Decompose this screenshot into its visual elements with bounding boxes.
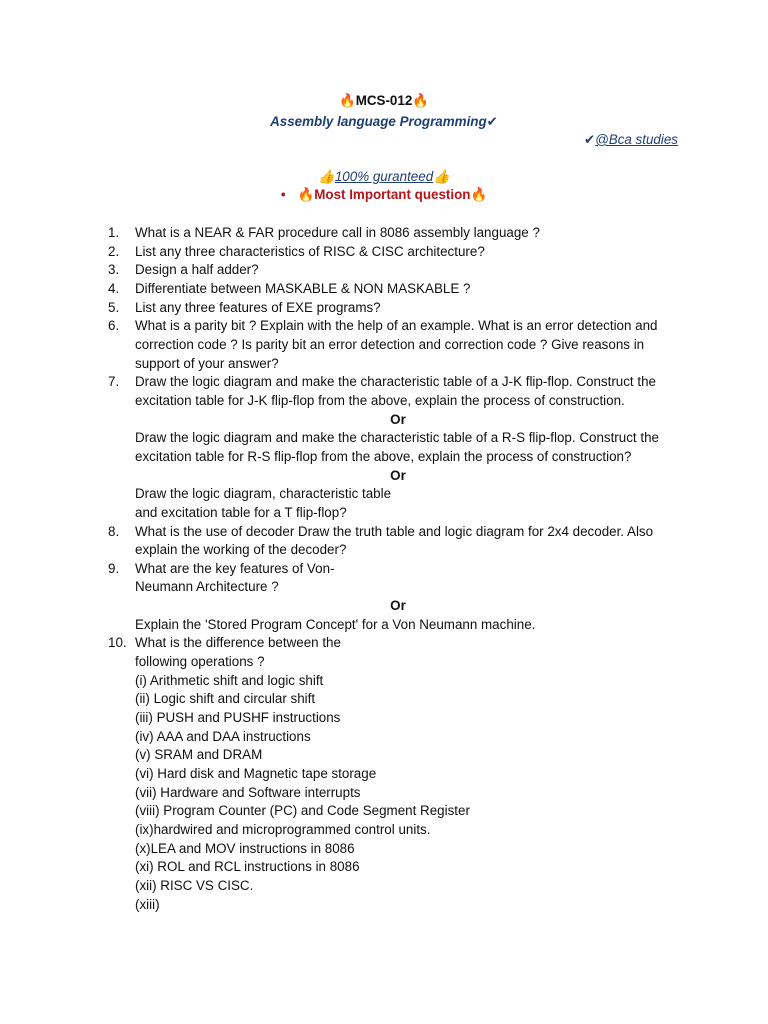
question-text-line: (ix)hardwired and microprogrammed control units. — [135, 822, 431, 837]
question-text-line: What are the key features of Von- — [135, 560, 335, 576]
question-text-line: excitation table for R-S flip-flop from the above, explain the process of construction? — [135, 448, 632, 464]
question-item — [108, 243, 688, 262]
thumbs-up-icon: 👍 — [433, 170, 450, 185]
question-number: 6. — [108, 318, 120, 334]
question-item — [108, 634, 688, 914]
fire-icon: 🔥 — [412, 94, 429, 109]
question-text-line: (xiii) — [135, 896, 160, 912]
question-text-line: (vii) Hardware and Software interrupts — [135, 784, 361, 800]
question-text-line: and excitation table for a T flip-flop? — [135, 504, 347, 520]
question-text-line: Design a half adder? — [135, 262, 259, 278]
question-number: 4. — [108, 280, 120, 296]
question-item — [108, 317, 688, 373]
check-icon: ✔ — [486, 114, 498, 129]
question-list — [108, 224, 688, 914]
question-number: 3. — [108, 262, 120, 278]
question-text-line: Draw the logic diagram and make the characteristic table of a J-K flip-flop. Construct the — [135, 374, 656, 390]
question-item — [108, 280, 688, 299]
question-text-line: Draw the logic diagram, characteristic table — [135, 486, 392, 502]
question-text-line: (xii) RISC VS CISC. — [135, 877, 254, 893]
fire-icon: 🔥 — [470, 188, 488, 203]
doc-subtitle-text: Assembly language Programming — [270, 114, 487, 129]
question-text-line: (x)LEA and MOV instructions in 8086 — [135, 840, 355, 856]
question-text-line: (viii) Program Counter (PC) and Code Segment Register — [135, 803, 470, 819]
doc-title-text: MCS-012 — [355, 93, 413, 108]
question-number: 7. — [108, 374, 120, 390]
question-text-line: Explain the 'Stored Program Concept' for a Von Neumann machine. — [135, 616, 536, 632]
question-item — [108, 523, 688, 560]
doc-title — [0, 91, 768, 111]
guarantee-link[interactable]: 100% guranteed — [334, 169, 434, 184]
fire-icon: 🔥 — [339, 94, 356, 109]
question-text-line: (iii) PUSH and PUSHF instructions — [135, 710, 341, 726]
bullet-icon: • — [280, 187, 286, 202]
question-text-line: (iv) AAA and DAA instructions — [135, 728, 311, 744]
check-icon: ✔ — [583, 132, 596, 147]
question-number: 5. — [108, 299, 120, 315]
question-text-line: What is a NEAR & FAR procedure call in 8086 assembly language ? — [135, 225, 540, 240]
question-text-line: following operations ? — [135, 654, 265, 670]
question-text-line: List any three features of EXE programs? — [135, 299, 381, 315]
author-handle — [584, 130, 678, 150]
question-item — [108, 373, 688, 522]
question-item — [108, 261, 688, 280]
question-text-line: support of your answer? — [135, 355, 279, 371]
fire-icon: 🔥 — [297, 188, 315, 203]
or-separator: Or — [390, 467, 406, 483]
important-heading — [0, 185, 768, 205]
question-item — [108, 224, 688, 243]
thumbs-up-icon: 👍 — [318, 170, 335, 185]
question-text-line: What is a parity bit ? Explain with the help of an example. What is an error detection and — [135, 318, 658, 334]
or-separator: Or — [390, 411, 406, 427]
question-text-line: What is the difference between the — [135, 635, 341, 651]
important-heading-text: Most Important question — [314, 187, 471, 202]
question-text-line: (xi) ROL and RCL instructions in 8086 — [135, 859, 360, 875]
guarantee-line — [0, 167, 768, 187]
question-text-line: (v) SRAM and DRAM — [135, 747, 263, 763]
question-number: 8. — [108, 523, 120, 539]
author-handle-link[interactable]: @Bca studies — [595, 132, 678, 147]
question-text-line: Draw the logic diagram and make the characteristic table of a R-S flip-flop. Construct the — [135, 430, 659, 446]
question-text-line: What is the use of decoder Draw the truth table and logic diagram for 2x4 decoder. Also — [135, 523, 654, 539]
question-text-line: (ii) Logic shift and circular shift — [135, 691, 316, 707]
question-text-line: (i) Arithmetic shift and logic shift — [135, 672, 324, 688]
question-number: 10. — [108, 635, 127, 651]
question-item — [108, 560, 688, 635]
question-text-line: List any three characteristics of RISC & CISC architecture? — [135, 243, 485, 259]
question-text-line: Differentiate between MASKABLE & NON MASKABLE ? — [135, 280, 471, 296]
question-text-line: Neumann Architecture ? — [135, 579, 279, 595]
question-text-line: correction code ? Is parity bit an error detection and correction code ? Give reasons in — [135, 336, 645, 352]
question-number: 2. — [108, 243, 120, 259]
doc-subtitle — [0, 112, 768, 132]
question-number: 9. — [108, 560, 120, 576]
question-text-line: (vi) Hard disk and Magnetic tape storage — [135, 766, 377, 782]
question-number: 1. — [108, 225, 120, 240]
question-text-line: explain the working of the decoder? — [135, 542, 347, 558]
or-separator: Or — [390, 598, 406, 614]
question-item — [108, 299, 688, 318]
question-text-line: excitation table for J-K flip-flop from the above, explain the process of construction. — [135, 392, 625, 408]
